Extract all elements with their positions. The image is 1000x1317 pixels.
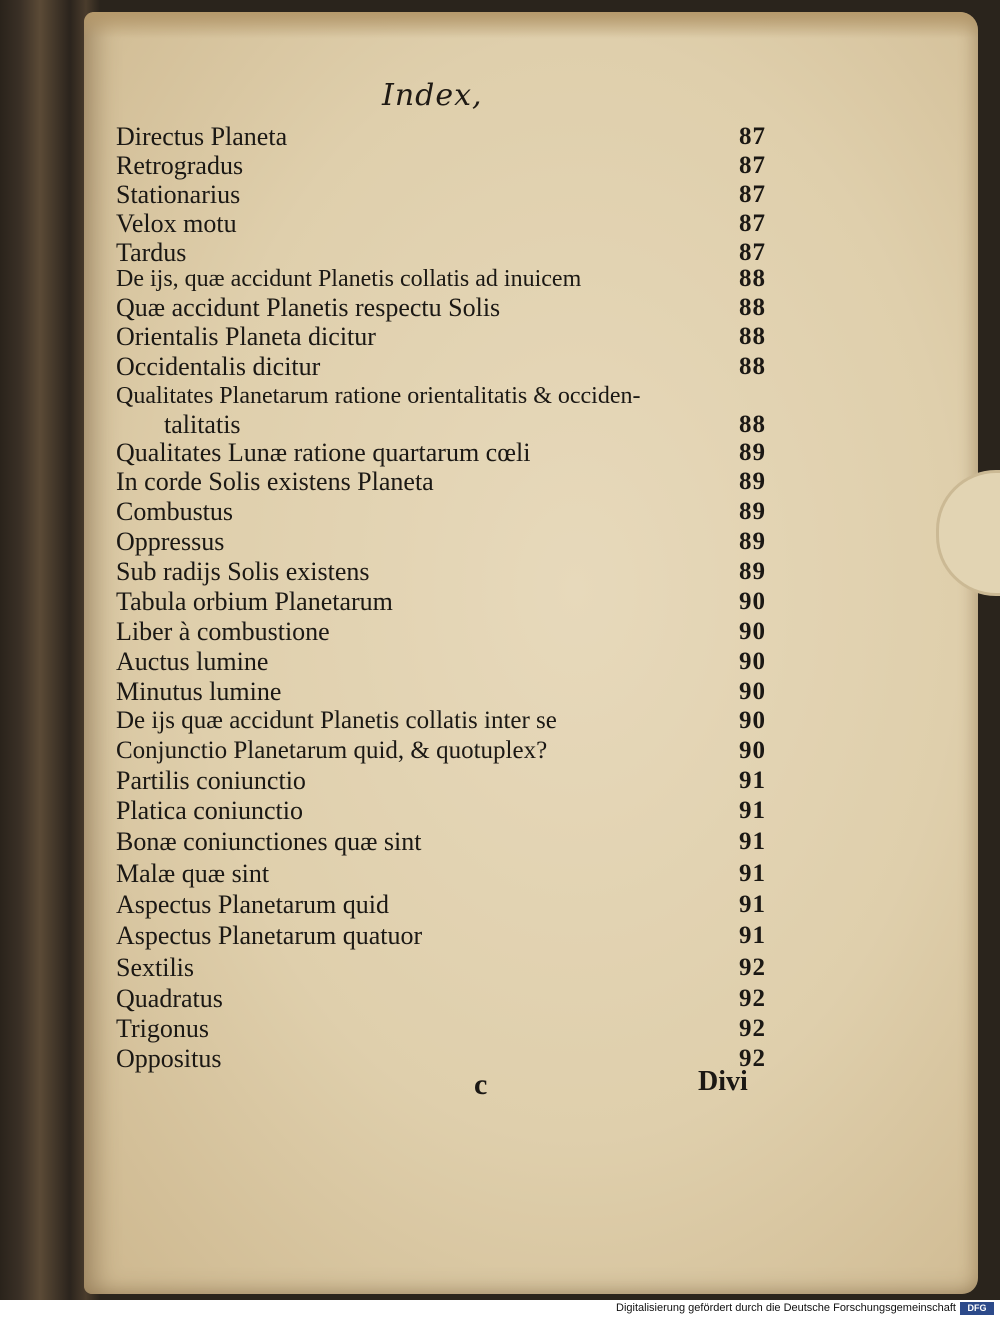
index-entry [116, 647, 766, 677]
index-entry [116, 827, 766, 857]
dfg-logo: DFG [960, 1302, 994, 1315]
index-entry [116, 381, 766, 411]
entry-term: Qualitates Lunæ ratione quartarum cœli [116, 438, 531, 467]
index-entry [116, 122, 766, 152]
index-entry-continuation [116, 410, 766, 440]
index-entry [116, 677, 766, 707]
index-entry [116, 921, 766, 951]
entry-term: Velox motu [116, 209, 237, 238]
entry-term: Oppositus [116, 1044, 222, 1073]
index-entry [116, 527, 766, 557]
entry-term: Retrogradus [116, 151, 244, 180]
entry-term: Liber à combustione [116, 617, 330, 646]
entry-page: 89 [739, 528, 766, 555]
index-entry [116, 796, 766, 826]
index-entry [116, 264, 766, 294]
entry-term: Aspectus Planetarum quatuor [116, 921, 423, 950]
entry-page: 89 [739, 468, 766, 495]
entry-term: Auctus lumine [116, 647, 269, 676]
entry-term: De ijs, quæ accidunt Planetis collatis ad inuicem [116, 266, 582, 292]
index-entry [116, 1014, 766, 1044]
index-entry [116, 890, 766, 920]
entry-term: Sextilis [116, 953, 195, 982]
index-entry [116, 467, 766, 497]
index-entry [116, 352, 766, 382]
index-entry [116, 859, 766, 889]
entry-term: Partilis coniunctio [116, 766, 306, 795]
entry-page: 88 [739, 265, 766, 292]
index-entry [116, 293, 766, 323]
entry-page: 87 [739, 152, 766, 179]
entry-page: 92 [739, 1015, 766, 1042]
entry-page: 91 [739, 860, 766, 887]
index-entry [116, 438, 766, 468]
entry-page: 88 [739, 353, 766, 380]
entry-term: Bonæ coniunctiones quæ sint [116, 827, 422, 856]
entry-term: Minutus lumine [116, 677, 282, 706]
index-entry [116, 587, 766, 617]
index-entry [116, 953, 766, 983]
entry-page: 91 [739, 922, 766, 949]
entry-page: 92 [739, 985, 766, 1012]
entry-term: Stationarius [116, 180, 241, 209]
entry-page: 88 [739, 294, 766, 321]
index-entry [116, 497, 766, 527]
entry-page: 88 [739, 323, 766, 350]
entry-page: 91 [739, 797, 766, 824]
entry-page: 87 [739, 123, 766, 150]
index-entry [116, 766, 766, 796]
entry-term: Orientalis Planeta dicitur [116, 322, 376, 351]
entry-page: 90 [739, 678, 766, 705]
index-entry [116, 209, 766, 239]
page-title: Index, [382, 78, 483, 113]
entry-page: 89 [739, 558, 766, 585]
entry-term: De ijs quæ accidunt Planetis collatis inter se [116, 707, 557, 734]
index-entry [116, 984, 766, 1014]
entry-page: 91 [739, 828, 766, 855]
entry-term: Directus Planeta [116, 122, 288, 151]
entry-term: In corde Solis existens Planeta [116, 467, 434, 496]
entry-page: 89 [739, 498, 766, 525]
entry-term: Sub radijs Solis existens [116, 557, 370, 586]
entry-term: Occidentalis dicitur [116, 352, 321, 381]
entry-page: 88 [739, 411, 766, 438]
entry-term: Aspectus Planetarum quid [116, 890, 389, 919]
entry-page: 92 [739, 1045, 766, 1072]
entry-term: Combustus [116, 497, 234, 526]
entry-page: 90 [739, 707, 766, 734]
entry-term: talitatis [164, 410, 241, 439]
entry-term: Conjunctio Planetarum quid, & quotuplex? [116, 737, 548, 764]
index-entry [116, 736, 766, 766]
funding-credit: Digitalisierung gefördert durch die Deutsche Forschungsgemeinschaft [616, 1302, 956, 1314]
entry-term: Oppressus [116, 527, 225, 556]
entry-term: Quadratus [116, 984, 223, 1013]
index-entry [116, 706, 766, 736]
entry-term: Trigonus [116, 1014, 209, 1043]
entry-term: Tabula orbium Planetarum [116, 587, 393, 616]
entry-page: 90 [739, 648, 766, 675]
entry-page: 91 [739, 891, 766, 918]
index-entry [116, 617, 766, 647]
entry-term: Qualitates Planetarum ratione orientalitatis & occiden- [116, 383, 641, 409]
signature-mark: c [474, 1068, 488, 1101]
entry-page: 87 [739, 181, 766, 208]
index-entry [116, 1044, 766, 1074]
entry-term: Quæ accidunt Planetis respectu Solis [116, 293, 501, 322]
entry-page: 90 [739, 737, 766, 764]
index-entry [116, 557, 766, 587]
entry-page: 90 [739, 618, 766, 645]
entry-page: 87 [739, 210, 766, 237]
entry-page: 90 [739, 588, 766, 615]
index-entry [116, 322, 766, 352]
index-entry [116, 180, 766, 210]
entry-page: 87 [739, 239, 766, 266]
index-entry [116, 151, 766, 181]
entry-term: Tardus [116, 238, 187, 267]
entry-term: Platica coniunctio [116, 796, 304, 825]
catchword: Divi [698, 1066, 748, 1097]
digitization-footer [0, 1300, 1000, 1317]
entry-page: 91 [739, 767, 766, 794]
entry-page: 92 [739, 954, 766, 981]
entry-term: Malæ quæ sint [116, 859, 270, 888]
entry-page: 89 [739, 439, 766, 466]
